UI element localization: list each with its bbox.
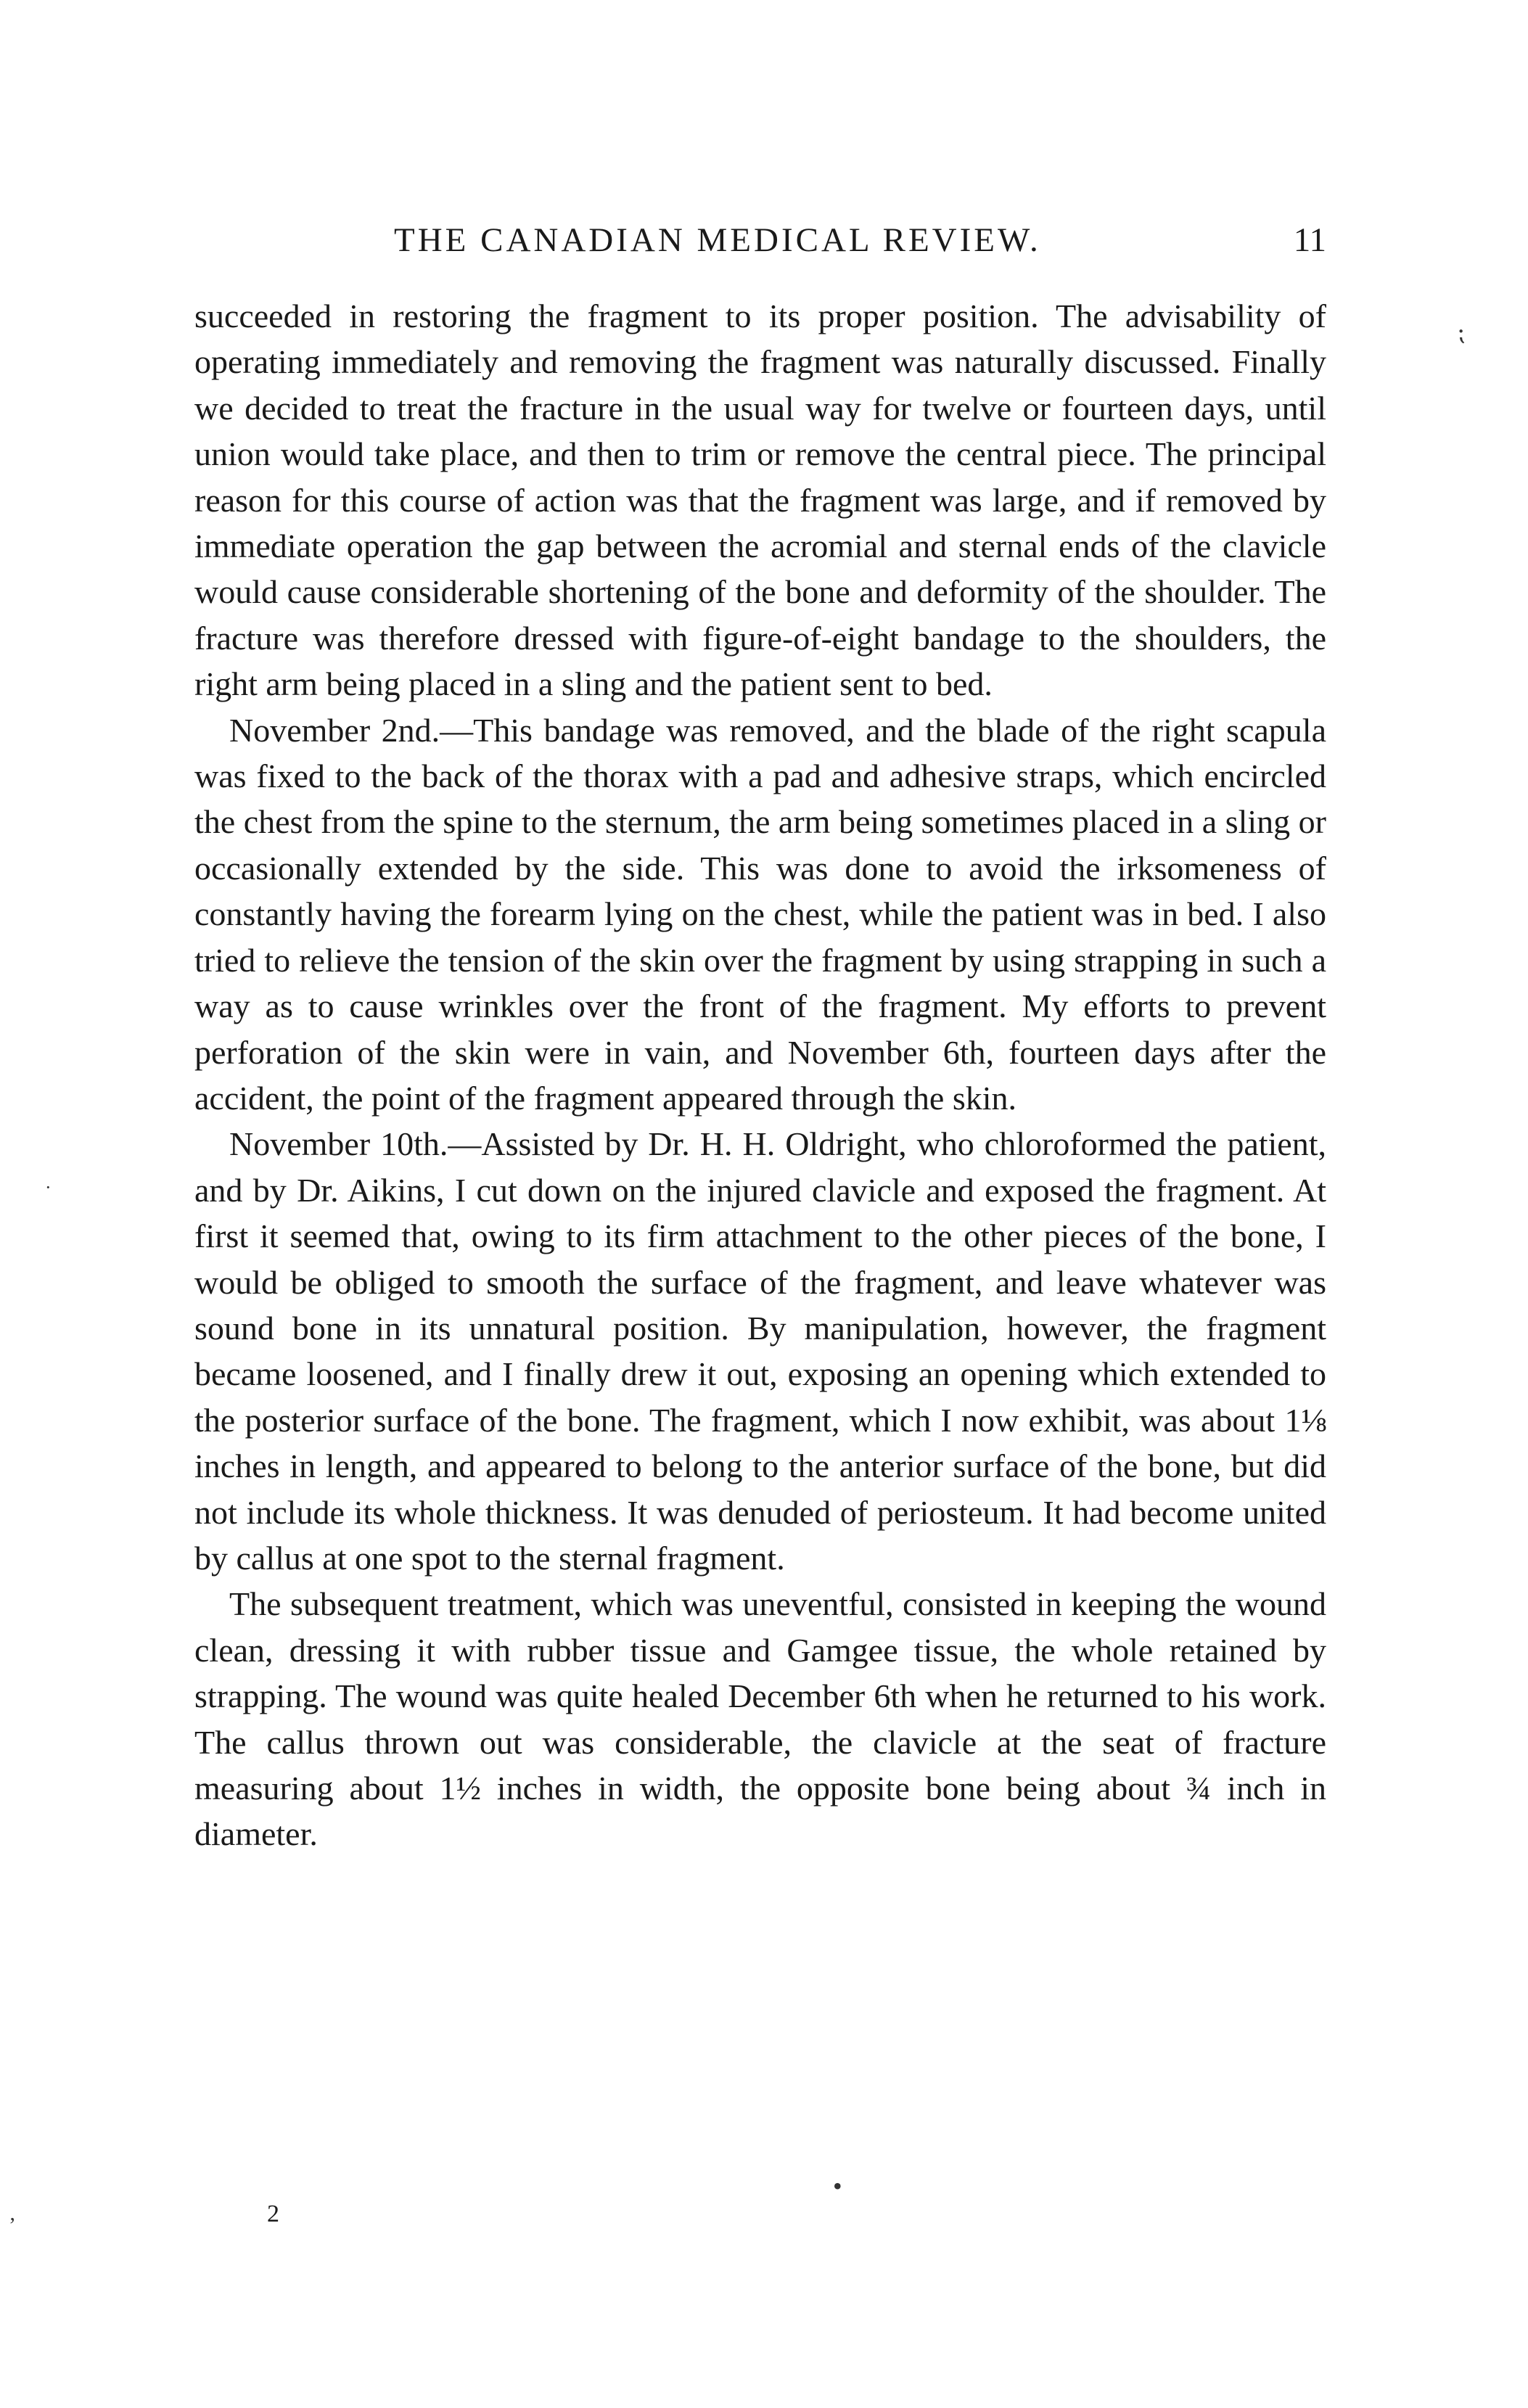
paragraph-november-10th: November 10th.—Assisted by Dr. H. H. Oldright, who chloroformed the patient, and by Dr. Aikins, I cut down on the injured clavicle and exposed the fragment. At first it seemed that, owing to its firm attachment to the other pieces of the bone, I would be obliged to smooth the surface of the fragment, and leave whatever was sound bone in its unnatural position. By manipulation, however, the fragment became loosened, and I finally drew it out, exposing an opening which extended to the posterior surface of the bone. The fragment, which I now exhibit, was about 1⅛ inches in length, and appeared to belong to the anterior surface of the bone, but did not include its whole thickness. It was denuded of periosteum. It had become united by callus at one spot to the sternal fragment.	[194, 1125, 1326, 1577]
scan-artifact-bottom-left: ‚	[9, 2201, 16, 2225]
scan-artifact-dot: •	[833, 2171, 842, 2201]
article-body	[194, 293, 1326, 1857]
paragraph-november-2nd: November 2nd.—This bandage was removed, and the blade of the right scapula was fixed to the back of the thorax with a pad and adhesive straps, which encircled the chest from the spine to the sternum, the arm being sometimes placed in a sling or occasionally extended by the side. This was done to avoid the irksomeness of constantly having the forearm lying on the chest, while the patient was in bed. I also tried to relieve the tension of the skin over the fragment by using strapping in such a way as to cause wrinkles over the front of the fragment. My efforts to prevent perforation of the skin were in vain, and November 6th, fourteen days after the accident, the point of the fragment appeared through the skin.	[194, 711, 1326, 1117]
scan-artifact-right: ⁏	[1457, 319, 1466, 346]
page-number: 11	[1293, 221, 1326, 259]
journal-title: THE CANADIAN MEDICAL REVIEW.	[394, 221, 1041, 259]
running-head	[194, 215, 1326, 266]
scan-artifact-left: ·	[45, 1177, 52, 1198]
signature-mark: 2	[267, 2201, 279, 2227]
paragraph-continued: succeeded in restoring the fragment to its proper position. The advisability of operating immediately and removing the fragment was naturally discussed. Finally we decided to treat the fracture in the usual way for twelve or fourteen days, until union would take place, and then to trim or remove the central piece. The principal reason for this course of action was that the fragment was large, and if removed by immediate operation the gap between the acromial and sternal ends of the clavicle would cause considerable shortening of the bone and deformity of the shoulder. The fracture was therefore dressed with figure-of-eight bandage to the shoulders, the right arm being placed in a sling and the patient sent to bed.	[194, 297, 1326, 703]
paragraph-subsequent-treatment: The subsequent treatment, which was uneventful, consisted in keeping the wound clean, dressing it with rubber tissue and Gamgee tissue, the whole retained by strapping. The wound was quite healed December 6th when he returned to his work. The callus thrown out was considerable, the clavicle at the seat of fracture measuring about 1½ inches in width, the opposite bone being about ¾ inch in diameter.	[194, 1585, 1326, 1853]
